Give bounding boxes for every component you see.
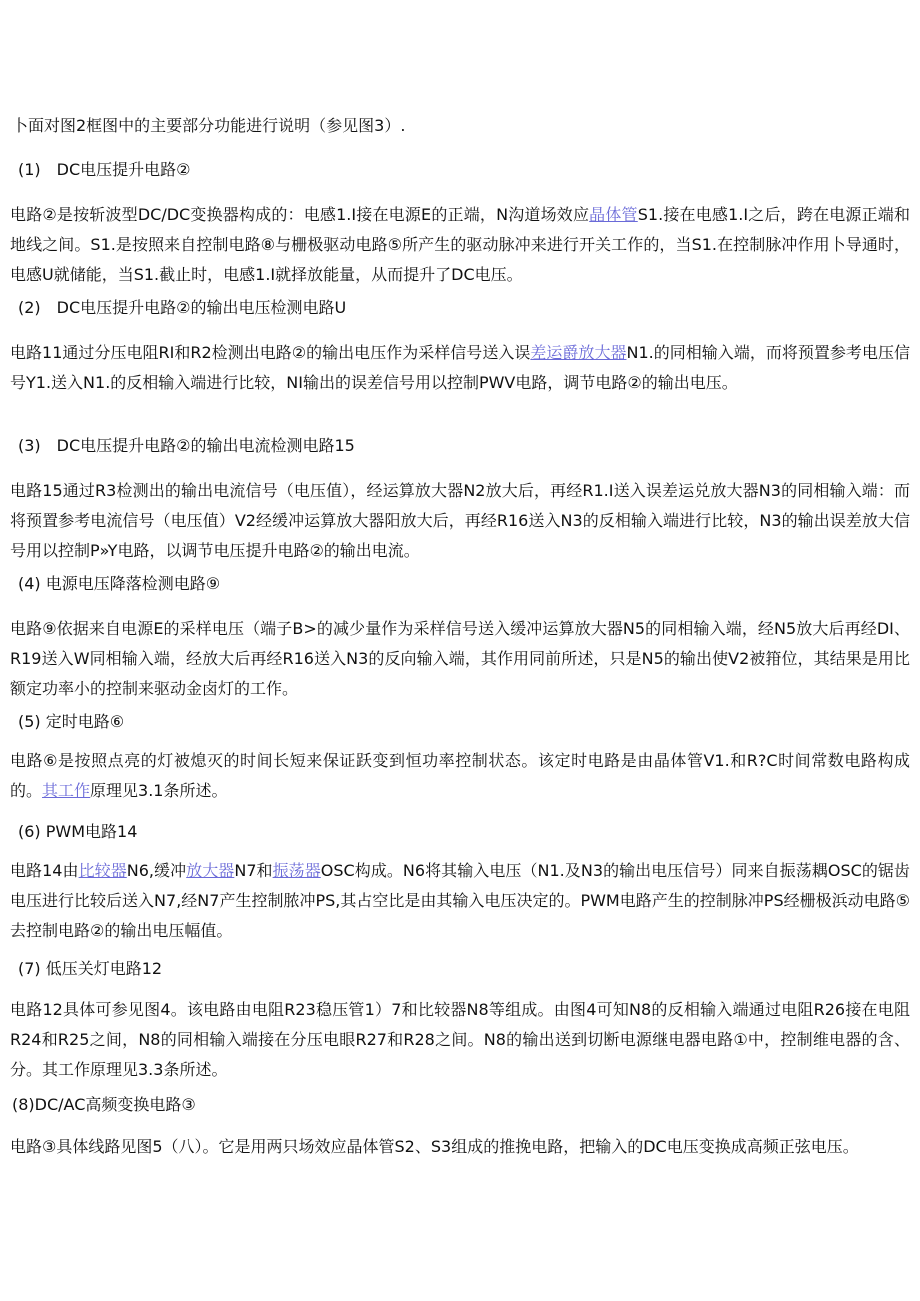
section-6-text-d: OSC构成。N6将其输入电压（N1.及N3的输出电压信号）同来自振荡耦OSC的锯齿电压进行比较后送入N7,经N7产生控制脓冲PS,其占空比是由其输入电压决定的。PWM电路产生的控制脉冲PS经栅极浜动电路⑤去控制电路②的输出电压幅值。 <box>10 861 910 940</box>
section-1-text-b: S1.接在电感1.I之后，跨在电源正端和地线之间。S1.是按照来自控制电路⑧与栅极驱动电路⑤所产生的驱动脉冲来进行开关工作的，当S1.在控制脉冲作用卜导通时，电感U就储能，当S1.截止时，电感1.I就择放能量，从而提升了DC电压。 <box>10 205 910 284</box>
section-6-text-b: N6,缓冲 <box>126 861 187 880</box>
link-transistor[interactable]: 晶体管 <box>589 205 638 224</box>
link-working[interactable]: 其工作 <box>42 781 91 800</box>
section-6-text-c: N7和 <box>234 861 273 880</box>
section-2-text-b: N1.的同相输入端，而将预置参考电压信号Y1.送入N1.的反相输入端进行比较，NI输出的误差信号用以控制PWV电路，调节电路②的输出电压。 <box>10 343 910 392</box>
section-2-paragraph <box>10 338 910 398</box>
section-6-heading: (6) PWM电路14 <box>18 822 138 841</box>
section-1-heading: (1) DC电压提升电路② <box>18 160 191 179</box>
link-amplifier[interactable]: 放大器 <box>186 861 235 880</box>
section-7-heading: (7) 低压关灯电路12 <box>18 959 163 978</box>
section-6-text-a: 电路14由 <box>10 861 79 880</box>
section-5-text-a: 电路⑥是按照点亮的灯被熄灭的时间长短来保证跃变到恒功率控制状态。该定时电路是由晶体管V1.和R?C时间常数电路构成的。 <box>10 751 910 800</box>
section-3-paragraph: 电路15通过R3检测出的输出电流信号（电压值），经运算放大器N2放大后，再经R1.I送入误差运兑放大器N3的同相输入端：而将预置参考电流信号（电压值）V2经缓冲运算放大器阳放大后，再经R16送入N3的反相输入端进行比较，N3的输出误差放大信号用以控制P»Y电路，以调节电压提升电路②的输出电流。 <box>10 481 910 560</box>
section-1-paragraph <box>10 200 910 290</box>
section-7-paragraph: 电路12具体可参见图4。该电路由电阻R23稳压管1）7和比较器N8等组成。由图4可知N8的反相输入端通过电阻R26接在电阻R24和R25之间，N8的同相输入端接在分压电眼R27和R28之间。N8的输出送到切断电源继电器电路①中，控制维电器的含、分。其工作原理见3.3条所述。 <box>10 1000 910 1079</box>
section-3-heading: (3) DC电压提升电路②的输出电流检测电路15 <box>18 436 355 455</box>
section-2-heading: (2) DC电压提升电路②的输出电压检测电路U <box>18 298 347 317</box>
section-8-heading: (8)DC/AC高频变换电路③ <box>12 1095 196 1114</box>
section-5-paragraph <box>10 746 910 806</box>
link-comparator[interactable]: 比较器 <box>78 861 127 880</box>
section-1-text-a: 电路②是按斩波型DC/DC变换器构成的：电感1.I接在电源E的正端，N沟道场效应 <box>10 205 590 224</box>
section-8-paragraph: 电路③具体线路见图5（八）。它是用两只场效应晶体管S2、S3组成的推挽电路，把输入的DC电压变换成高频正弦电压。 <box>10 1137 859 1156</box>
section-5-heading: (5) 定时电路⑥ <box>18 712 125 731</box>
intro-line: 卜面对图2框图中的主要部分功能进行说明（参见图3）. <box>12 116 406 135</box>
link-oscillator[interactable]: 振荡器 <box>272 861 321 880</box>
section-5-text-b: 原理见3.1条所述。 <box>90 781 228 800</box>
link-error-amplifier[interactable]: 差运爵放大器 <box>530 343 627 362</box>
section-4-heading: (4) 电源电压降落检测电路⑨ <box>18 574 221 593</box>
section-2-text-a: 电路11通过分压电阻RI和R2检测出电路②的输出电压作为采样信号送入误 <box>10 343 531 362</box>
section-6-paragraph <box>10 856 910 946</box>
section-4-paragraph: 电路⑨依据来自电源E的采样电压（端子B>的减少量作为采样信号送入缓冲运算放大器N5的同相输入端，经N5放大后再经DI、R19送入W同相输入端，经放大后再经R16送入N3的反向输入端，其作用同前所述，只是N5的输出使V2被箝位，其结果是用比额定功率小的控制来驱动金卤灯的工作。 <box>10 619 910 698</box>
